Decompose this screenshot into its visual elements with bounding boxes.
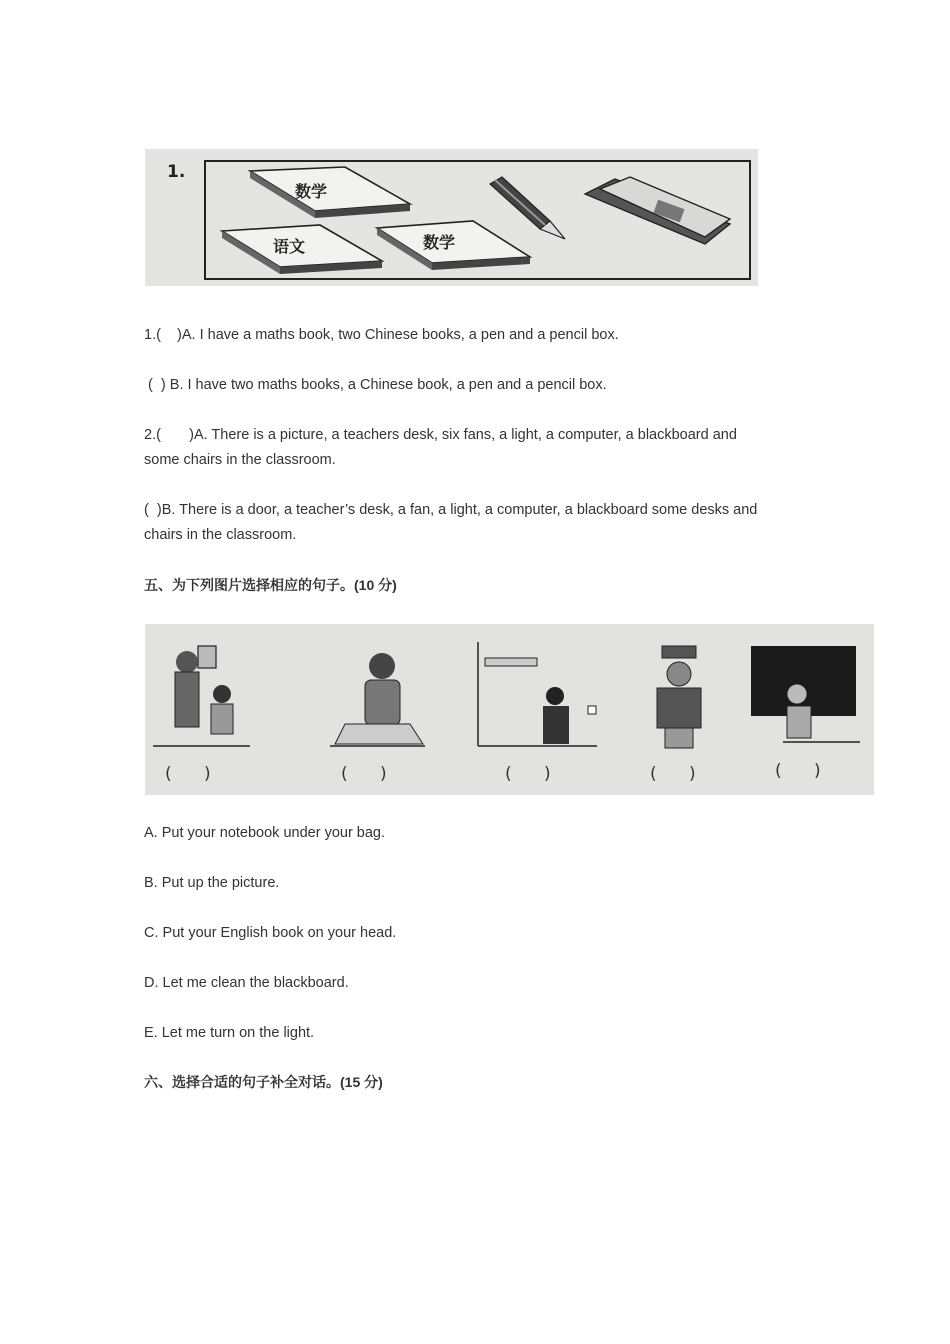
figure-number-label: 1. bbox=[167, 162, 186, 182]
answer-option-b: B. Put up the picture. bbox=[144, 875, 280, 891]
answer-option-a: A. Put your notebook under your bag. bbox=[144, 825, 386, 841]
scene-1-answer-bracket: ( ) bbox=[165, 764, 211, 784]
question-2-option-b-line2: chairs in the classroom. bbox=[144, 527, 297, 543]
scene-2-answer-bracket: ( ) bbox=[341, 764, 387, 784]
question-2-option-a-line2: some chairs in the classroom. bbox=[144, 452, 336, 468]
svg-text:语文: 语文 bbox=[273, 237, 306, 256]
scene-5-answer-bracket: ( ) bbox=[775, 761, 821, 781]
answer-option-c: C. Put your English book on your head. bbox=[144, 925, 397, 941]
svg-text:数学: 数学 bbox=[295, 182, 328, 201]
question-2-option-a-line1: 2.( )A. There is a picture, a teachers desk, six fans, a light, a computer, a blackboard and bbox=[144, 427, 737, 443]
svg-text:数学: 数学 bbox=[423, 233, 456, 252]
section-6-heading: 六、选择合适的句子补全对话。(15 分) bbox=[144, 1074, 383, 1090]
question-1-option-b: ( ) B. I have two maths books, a Chinese book, a pen and a pencil box. bbox=[144, 377, 607, 393]
question-2-option-b-line1: ( )B. There is a door, a teacher’s desk, a fan, a light, a computer, a blackboard some desks and bbox=[144, 502, 758, 518]
figure-school-items bbox=[145, 149, 758, 286]
question-1-option-a: 1.( )A. I have a maths book, two Chinese books, a pen and a pencil box. bbox=[144, 327, 619, 343]
section-5-heading: 五、为下列图片选择相应的句子。(10 分) bbox=[144, 577, 397, 593]
answer-option-d: D. Let me clean the blackboard. bbox=[144, 975, 349, 991]
answer-option-e: E. Let me turn on the light. bbox=[144, 1025, 315, 1041]
scene-3-answer-bracket: ( ) bbox=[505, 764, 551, 784]
figure-classroom-scenes bbox=[145, 624, 874, 795]
scene-4-answer-bracket: ( ) bbox=[650, 764, 696, 784]
